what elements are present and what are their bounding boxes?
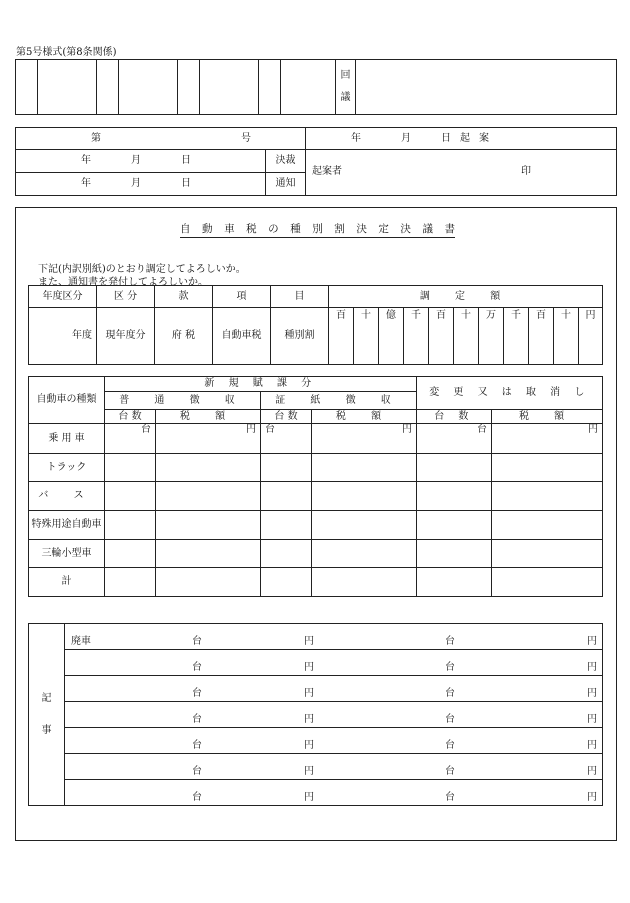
document-number-cell[interactable]: [16, 128, 306, 150]
digit-cell[interactable]: 十: [454, 308, 479, 365]
notice-label: 通知: [266, 173, 306, 196]
header-moku: 目: [271, 286, 329, 308]
digit-cell[interactable]: 千: [404, 308, 429, 365]
remarks-row[interactable]: 台 円 台 円: [65, 754, 603, 780]
intro-line-1: 下記(内訳別紙)のとおり調定してよろしいか。: [38, 264, 246, 275]
amount-cell[interactable]: [105, 482, 156, 511]
value-kan: 府 税: [155, 308, 213, 365]
amount-cell[interactable]: [105, 539, 156, 568]
header-fiscal-year-category: 年度区分: [29, 286, 97, 308]
document-title: 自動車税の種別割決定決議書: [180, 221, 455, 238]
stamp-cell[interactable]: [16, 60, 38, 115]
amount-cell[interactable]: [156, 539, 261, 568]
tax-header: 税 額: [492, 409, 603, 423]
number-suffix: 号: [241, 133, 251, 144]
digit-cell[interactable]: 円: [579, 308, 603, 365]
count-header: 台 数: [105, 409, 156, 423]
amount-cell[interactable]: [492, 539, 603, 568]
vehicle-type-header: 自動車の種類: [29, 377, 105, 424]
seal-label: 印: [521, 166, 531, 177]
amount-cell[interactable]: [492, 482, 603, 511]
amount-cell[interactable]: 円: [312, 424, 417, 454]
value-kou: 自動車税: [213, 308, 271, 365]
value-category: 現年度分: [97, 308, 155, 365]
amount-cell[interactable]: [156, 511, 261, 540]
vehicle-type-passenger: 乗 用 車: [29, 424, 105, 454]
amount-cell[interactable]: 円: [156, 424, 261, 454]
new-levy-header: 新 規 賦 課 分: [105, 377, 417, 392]
circulation-label: 回 議: [336, 60, 356, 115]
header-kou: 項: [213, 286, 271, 308]
count-header: 台 数: [261, 409, 312, 423]
digit-cell[interactable]: 千: [504, 308, 529, 365]
remarks-table: [28, 623, 603, 806]
value-fiscal-year[interactable]: 年度: [29, 308, 97, 365]
amount-cell[interactable]: [261, 511, 312, 540]
draft-year: 年: [351, 133, 361, 144]
amount-cell[interactable]: [492, 453, 603, 482]
amount-cell[interactable]: [492, 568, 603, 597]
stamp-collection-header: 証 紙 徴 収: [261, 392, 417, 409]
decision-date-cell[interactable]: 年 月 日: [16, 150, 266, 173]
draft-month: 月: [401, 133, 411, 144]
amount-cell[interactable]: [312, 453, 417, 482]
change-cancel-header: 変 更 又 は 取 消 し: [417, 377, 603, 410]
header-category: 区 分: [97, 286, 155, 308]
tax-header: 税 額: [312, 409, 417, 423]
normal-collection-header: 普 通 徴 収: [105, 392, 261, 409]
number-prefix: 第: [91, 133, 101, 144]
vehicle-type-three-wheel: 三輪小型車: [29, 539, 105, 568]
amount-cell[interactable]: [417, 482, 492, 511]
amount-cell[interactable]: [312, 482, 417, 511]
stamp-cell[interactable]: [259, 60, 281, 115]
drafter-cell[interactable]: [306, 150, 617, 196]
digit-cell[interactable]: 億: [379, 308, 404, 365]
stamp-cell[interactable]: [97, 60, 119, 115]
remarks-label: 記 事: [29, 624, 65, 806]
amount-cell[interactable]: [417, 568, 492, 597]
amount-cell[interactable]: [492, 511, 603, 540]
draft-day-label: 日起案: [441, 133, 498, 144]
vehicle-type-truck: トラック: [29, 453, 105, 482]
circulation-table: [15, 59, 617, 115]
header-kan: 款: [155, 286, 213, 308]
value-moku: 種別割: [271, 308, 329, 365]
vehicle-type-special: 特殊用途自動車: [29, 511, 105, 540]
remarks-row[interactable]: 台 円 台 円: [65, 650, 603, 676]
stamp-cell[interactable]: [200, 60, 259, 115]
header-assessed-amount: 調 定 額: [329, 286, 603, 308]
remarks-row[interactable]: 台 円 台 円: [65, 676, 603, 702]
amount-cell[interactable]: [261, 539, 312, 568]
budget-table: [28, 285, 603, 365]
remarks-row[interactable]: 台 円 台 円: [65, 728, 603, 754]
tax-header: 税 額: [156, 409, 261, 423]
amount-cell[interactable]: 円: [492, 424, 603, 454]
digit-cell[interactable]: 十: [354, 308, 379, 365]
amount-cell[interactable]: [105, 568, 156, 597]
stamp-cell[interactable]: [178, 60, 200, 115]
amount-cell[interactable]: 台: [261, 424, 312, 454]
decision-label: 決裁: [266, 150, 306, 173]
amount-cell[interactable]: [261, 453, 312, 482]
amount-cell[interactable]: [417, 511, 492, 540]
amount-cell[interactable]: [156, 453, 261, 482]
amount-cell[interactable]: [312, 568, 417, 597]
amount-cell[interactable]: [156, 568, 261, 597]
digit-cell[interactable]: 十: [554, 308, 579, 365]
notice-date-cell[interactable]: 年 月 日: [16, 173, 266, 196]
remarks-row[interactable]: 台 円 台 円: [65, 780, 603, 806]
amount-cell[interactable]: [261, 482, 312, 511]
vehicle-type-total: 計: [29, 568, 105, 597]
scrapped-label: 廃車: [71, 636, 91, 647]
digit-cell[interactable]: 百: [429, 308, 454, 365]
digit-cell[interactable]: 万: [479, 308, 504, 365]
vehicle-table: [28, 376, 603, 597]
count-header: 台 数: [417, 409, 492, 423]
amount-cell[interactable]: [105, 453, 156, 482]
draft-date-cell[interactable]: [306, 128, 617, 150]
digit-cell[interactable]: 百: [529, 308, 554, 365]
remarks-row[interactable]: 廃車 台 円 台 円: [65, 624, 603, 650]
remarks-row[interactable]: 台 円 台 円: [65, 702, 603, 728]
stamp-cell[interactable]: [281, 60, 336, 115]
amount-cell[interactable]: 台: [417, 424, 492, 454]
header-table: [15, 127, 617, 196]
digit-cell[interactable]: 百: [329, 308, 354, 365]
amount-cell[interactable]: 台: [105, 424, 156, 454]
amount-cell[interactable]: [261, 568, 312, 597]
amount-cell[interactable]: [417, 453, 492, 482]
stamp-cell[interactable]: [119, 60, 178, 115]
circulation-stamp-area[interactable]: [356, 60, 617, 115]
stamp-cell[interactable]: [38, 60, 97, 115]
amount-cell[interactable]: [312, 511, 417, 540]
drafter-label: 起案者: [312, 166, 342, 177]
vehicle-type-bus: バ ス: [29, 482, 105, 511]
amount-cell[interactable]: [417, 539, 492, 568]
form-label: 第5号様式(第8条関係): [16, 47, 117, 58]
intro-line-2: また、通知書を発付してよろしいか。: [38, 277, 208, 288]
amount-cell[interactable]: [105, 511, 156, 540]
amount-cell[interactable]: [312, 539, 417, 568]
amount-cell[interactable]: [156, 482, 261, 511]
